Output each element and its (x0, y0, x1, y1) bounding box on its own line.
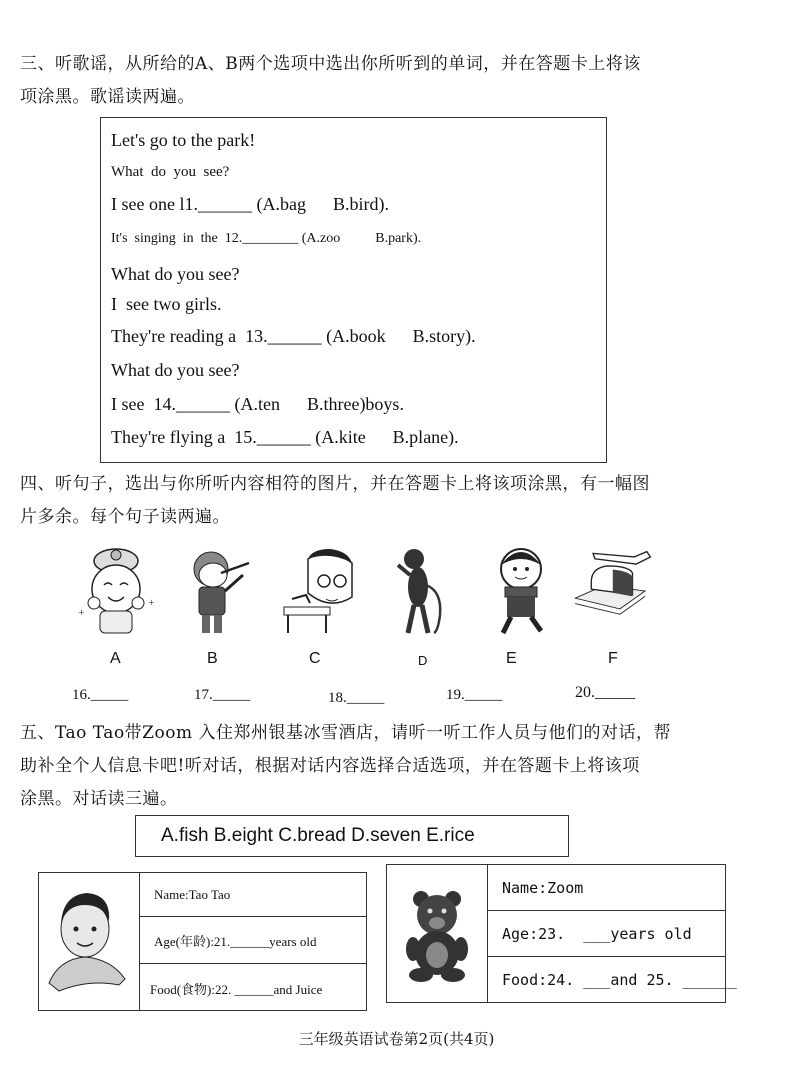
chant-line: I see 14.______ (A.ten B.three)boys. (111, 394, 404, 414)
picture-label-b: B (207, 650, 218, 667)
smiling-girl-icon (72, 545, 158, 637)
info-card-tao-tao (38, 872, 367, 1011)
photo-cell (387, 865, 488, 1002)
bread-knife-icon (568, 545, 654, 637)
picture-label-c: C (309, 650, 321, 667)
chant-line: They're flying a 15.______ (A.kite B.plane). (111, 427, 459, 447)
card1-food: Food(食物):22. ______and Juice (150, 982, 323, 997)
answer-blank-20: 20._____ (575, 684, 635, 701)
boy-long-nose-icon (177, 545, 263, 637)
answer-blank-19: 19._____ (446, 687, 503, 703)
chant-box (100, 117, 607, 463)
card1-name: Name:Tao Tao (154, 887, 231, 902)
info-card-zoom (386, 864, 737, 1003)
picture-label-d: D (418, 653, 428, 668)
card2-age-row (488, 911, 725, 957)
card2-food-row (488, 957, 737, 1002)
answer-blank-18: 18._____ (328, 690, 385, 706)
chant-line: It's singing in the 12.________ (A.zoo B.park). (111, 231, 422, 246)
chant-line: I see two girls. (111, 294, 222, 314)
page-footer: 三年级英语试卷第2页(共4页) (298, 1030, 495, 1048)
chant-line: I see one l1.______ (A.bag B.bird). (111, 194, 389, 214)
card1-age: Age(年龄):21.______years old (154, 934, 317, 949)
answer-blank-17: 17._____ (194, 687, 251, 703)
section3-heading-line2: 项涂黑。歌谣读两遍。 (20, 87, 195, 107)
monkey-icon (384, 545, 470, 637)
section4-heading-line2: 片多余。每个句子读两遍。 (20, 507, 230, 527)
bear-photo-icon (387, 865, 487, 1002)
card2-food: Food:24. ___and 25. ______ (502, 971, 737, 989)
boy-glasses-desk-icon (278, 545, 364, 637)
options-box: A.fish B.eight C.bread D.seven E.rice (135, 815, 569, 857)
section5-heading-line1: 五、Tao Tao带Zoom 入住郑州银基冰雪酒店，请听一听工作人员与他们的对话，帮 (20, 723, 671, 743)
chant-line: What do you see? (111, 264, 240, 284)
svg-text:+: + (148, 598, 155, 607)
chant-line: What do you see? (111, 360, 240, 380)
section3-heading-line1: 三、听歌谣，从所给的A、B两个选项中选出你所听到的单词，并在答题卡上将该 (20, 54, 641, 74)
chant-line: They're reading a 13.______ (A.book B.story). (111, 326, 476, 346)
chant-line: What do you see? (111, 164, 230, 180)
card1-food-row (39, 964, 366, 1010)
card1-age-row (140, 917, 366, 964)
answer-blank-16: 16._____ (72, 687, 129, 703)
svg-text:+: + (78, 608, 85, 617)
card2-age: Age:23. ___years old (502, 925, 692, 943)
picture-label-f: F (608, 650, 618, 667)
picture-label-a: A (110, 650, 121, 667)
card2-name: Name:Zoom (502, 879, 584, 897)
chant-line: Let's go to the park! (111, 130, 256, 150)
section5-heading-line2: 助补全个人信息卡吧!听对话，根据对话内容选择合适选项，并在答题卡上将该项 (20, 756, 640, 776)
card1-name-row (140, 873, 366, 917)
section5-heading-line3: 涂黑。对话读三遍。 (20, 789, 178, 809)
section4-heading-line1: 四、听句子，选出与你所听内容相符的图片，并在答题卡上将该项涂黑，有一幅图 (20, 474, 650, 494)
picture-label-e: E (506, 650, 517, 667)
card2-name-row (488, 865, 725, 911)
boy-scarf-icon (485, 545, 571, 637)
